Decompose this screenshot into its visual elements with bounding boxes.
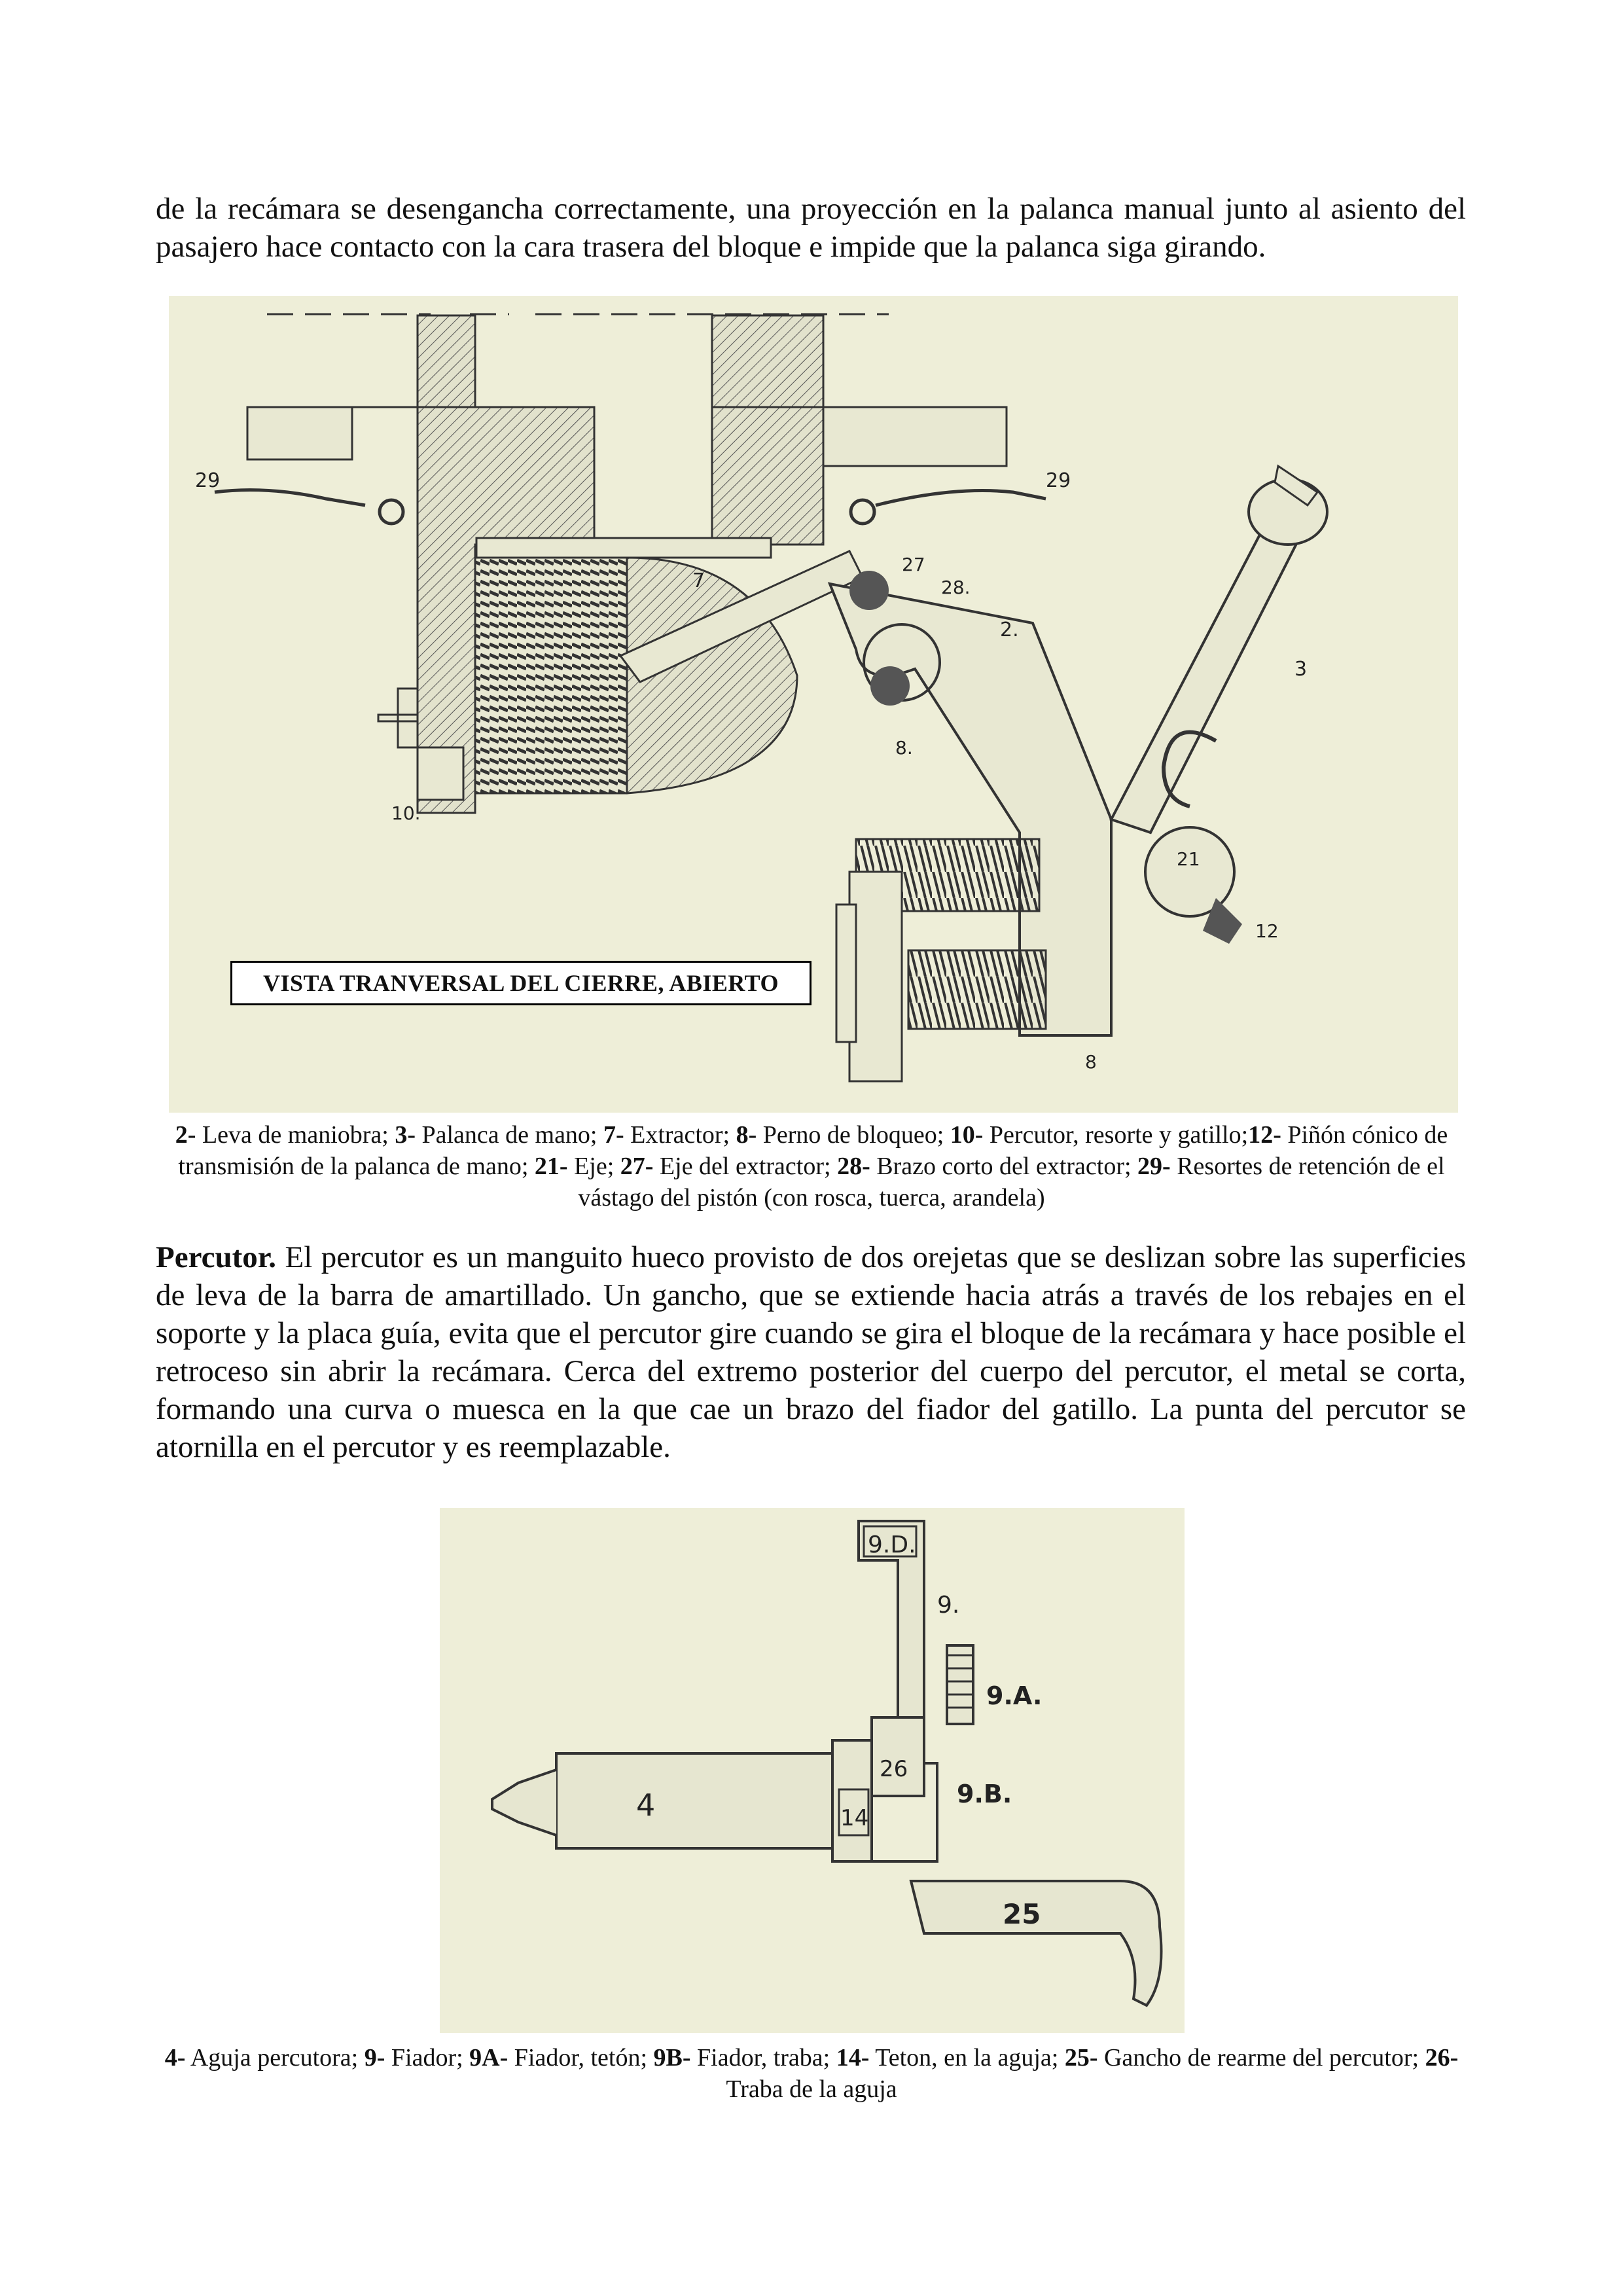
spring-29-left <box>215 490 365 505</box>
figure1-title-label: VISTA TRANVERSAL DEL CIERRE, ABIERTO <box>230 961 812 1005</box>
caption1-item-num: 28- <box>837 1153 870 1180</box>
callout-28: 28. <box>941 577 971 598</box>
callout-29-right: 29 <box>1046 469 1071 492</box>
callout-4: 4 <box>636 1787 656 1823</box>
callout-9: 9. <box>937 1592 960 1619</box>
caption1-item-num: 29- <box>1137 1153 1171 1180</box>
callout-29-left: 29 <box>195 469 221 492</box>
left-lug <box>247 407 352 459</box>
pin-27 <box>849 571 889 610</box>
caption2-item-text: Aguja percutora; <box>185 2044 365 2072</box>
caption2-item-text: Teton, en la aguja; <box>869 2044 1065 2072</box>
caption1-item-text: Piñón cónico de transmisión de la palanca de mano; <box>178 1121 1448 1180</box>
caption1-item-num: 12- <box>1248 1121 1281 1149</box>
callout-26: 26 <box>880 1756 908 1782</box>
caption2-item-num: 9- <box>364 2044 385 2072</box>
caption1-item-num: 27- <box>620 1153 654 1180</box>
callout-9a: 9.A. <box>986 1681 1043 1710</box>
caption2-item-num: 26- <box>1425 2044 1459 2072</box>
left-bore-wall <box>418 315 475 407</box>
caption1-item-text: Brazo corto del extractor; <box>870 1153 1138 1180</box>
figure1-caption <box>151 1119 1472 1213</box>
intro-paragraph: de la recámara se desengancha correctamente, una proyección en la palanca manual junto al asiento del pasajero hace contacto con la cara trasera del bloque e impide que la palanca siga girando. <box>156 192 1466 264</box>
callout-10: 10. <box>391 802 421 824</box>
coil-spring-lower <box>908 950 1046 1029</box>
threaded-breech-block <box>475 558 627 793</box>
sear-stud-9a <box>947 1645 973 1724</box>
figure-firing-pin <box>440 1508 1185 2033</box>
callout-8-lower: 8 <box>1085 1051 1097 1073</box>
hand-lever-3 <box>1111 518 1301 833</box>
caption1-item-text: Eje; <box>567 1153 620 1180</box>
caption2-item-num: 4- <box>164 2044 186 2072</box>
percutor-heading: Percutor. <box>156 1240 277 1274</box>
callout-9b: 9.B. <box>957 1780 1012 1808</box>
caption2-item-text: Fiador, tetón; <box>508 2044 654 2072</box>
pin-8 <box>870 666 910 706</box>
caption1-item-text: Percutor, resorte y gatillo; <box>983 1121 1249 1149</box>
callout-25: 25 <box>1003 1898 1041 1930</box>
callout-9d: 9.D. <box>868 1532 916 1558</box>
caption1-item-text: Extractor; <box>624 1121 736 1149</box>
callout-14: 14 <box>840 1805 869 1831</box>
spring-29-right <box>876 491 1046 506</box>
caption2-item-num: 9B- <box>653 2044 691 2072</box>
caption2-item-num: 14- <box>836 2044 870 2072</box>
caption1-item-num: 8- <box>736 1121 757 1149</box>
percutor-paragraph <box>156 1238 1466 1466</box>
caption2-item-num: 9A- <box>469 2044 508 2072</box>
callout-27: 27 <box>902 554 925 575</box>
caption1-item-num: 21- <box>534 1153 568 1180</box>
caption2-item-text: Traba de la aguja <box>726 2075 897 2103</box>
callout-2: 2. <box>1000 619 1019 641</box>
caption1-item-num: 7- <box>603 1121 624 1149</box>
right-bore-wall <box>712 315 823 407</box>
caption1-item-text: Perno de bloqueo; <box>757 1121 950 1149</box>
percutor-body: El percutor es un manguito hueco provisto de dos orejetas que se deslizan sobre las superficies de leva de la barra de amartillado. Un gancho, que se extiende hacia atrás a través de los rebajes en el soporte y la placa guía, evita que el percutor gire cuando se gira el bloque de la recámara y hace posible el retroceso sin abrir la recámara. Cerca del extremo posterior del cuerpo del percutor, el metal se corta, formando una curva o muesca en la que cae un brazo del fiador del gatillo. La punta del percutor se atornilla en el percutor y es reemplazable. <box>156 1240 1466 1464</box>
caption1-item-text: Palanca de mano; <box>415 1121 603 1149</box>
caption1-item-num: 2- <box>175 1121 196 1149</box>
callout-7: 7 <box>692 569 705 592</box>
caption1-item-num: 3- <box>395 1121 416 1149</box>
right-lug <box>823 407 1007 466</box>
caption1-item-text: Leva de maniobra; <box>196 1121 395 1149</box>
caption2-item-text: Fiador; <box>385 2044 470 2072</box>
caption1-item-num: 10- <box>950 1121 984 1149</box>
caption2-item-num: 25- <box>1064 2044 1098 2072</box>
callout-21: 21 <box>1177 848 1200 870</box>
callout-12: 12 <box>1255 920 1279 942</box>
right-body-hatched <box>712 407 823 545</box>
caption1-item-text: Eje del extractor; <box>653 1153 838 1180</box>
firing-needle-4 <box>556 1753 832 1848</box>
callout-8-upper: 8. <box>895 737 913 759</box>
figure2-caption <box>151 2042 1472 2105</box>
caption1-item-text: Resortes de retención de el vástago del pistón (con rosca, tuerca, arandela) <box>578 1153 1445 1211</box>
callout-3: 3 <box>1294 658 1308 681</box>
caption2-item-text: Fiador, traba; <box>690 2044 836 2072</box>
caption2-item-text: Gancho de rearme del percutor; <box>1097 2044 1425 2072</box>
